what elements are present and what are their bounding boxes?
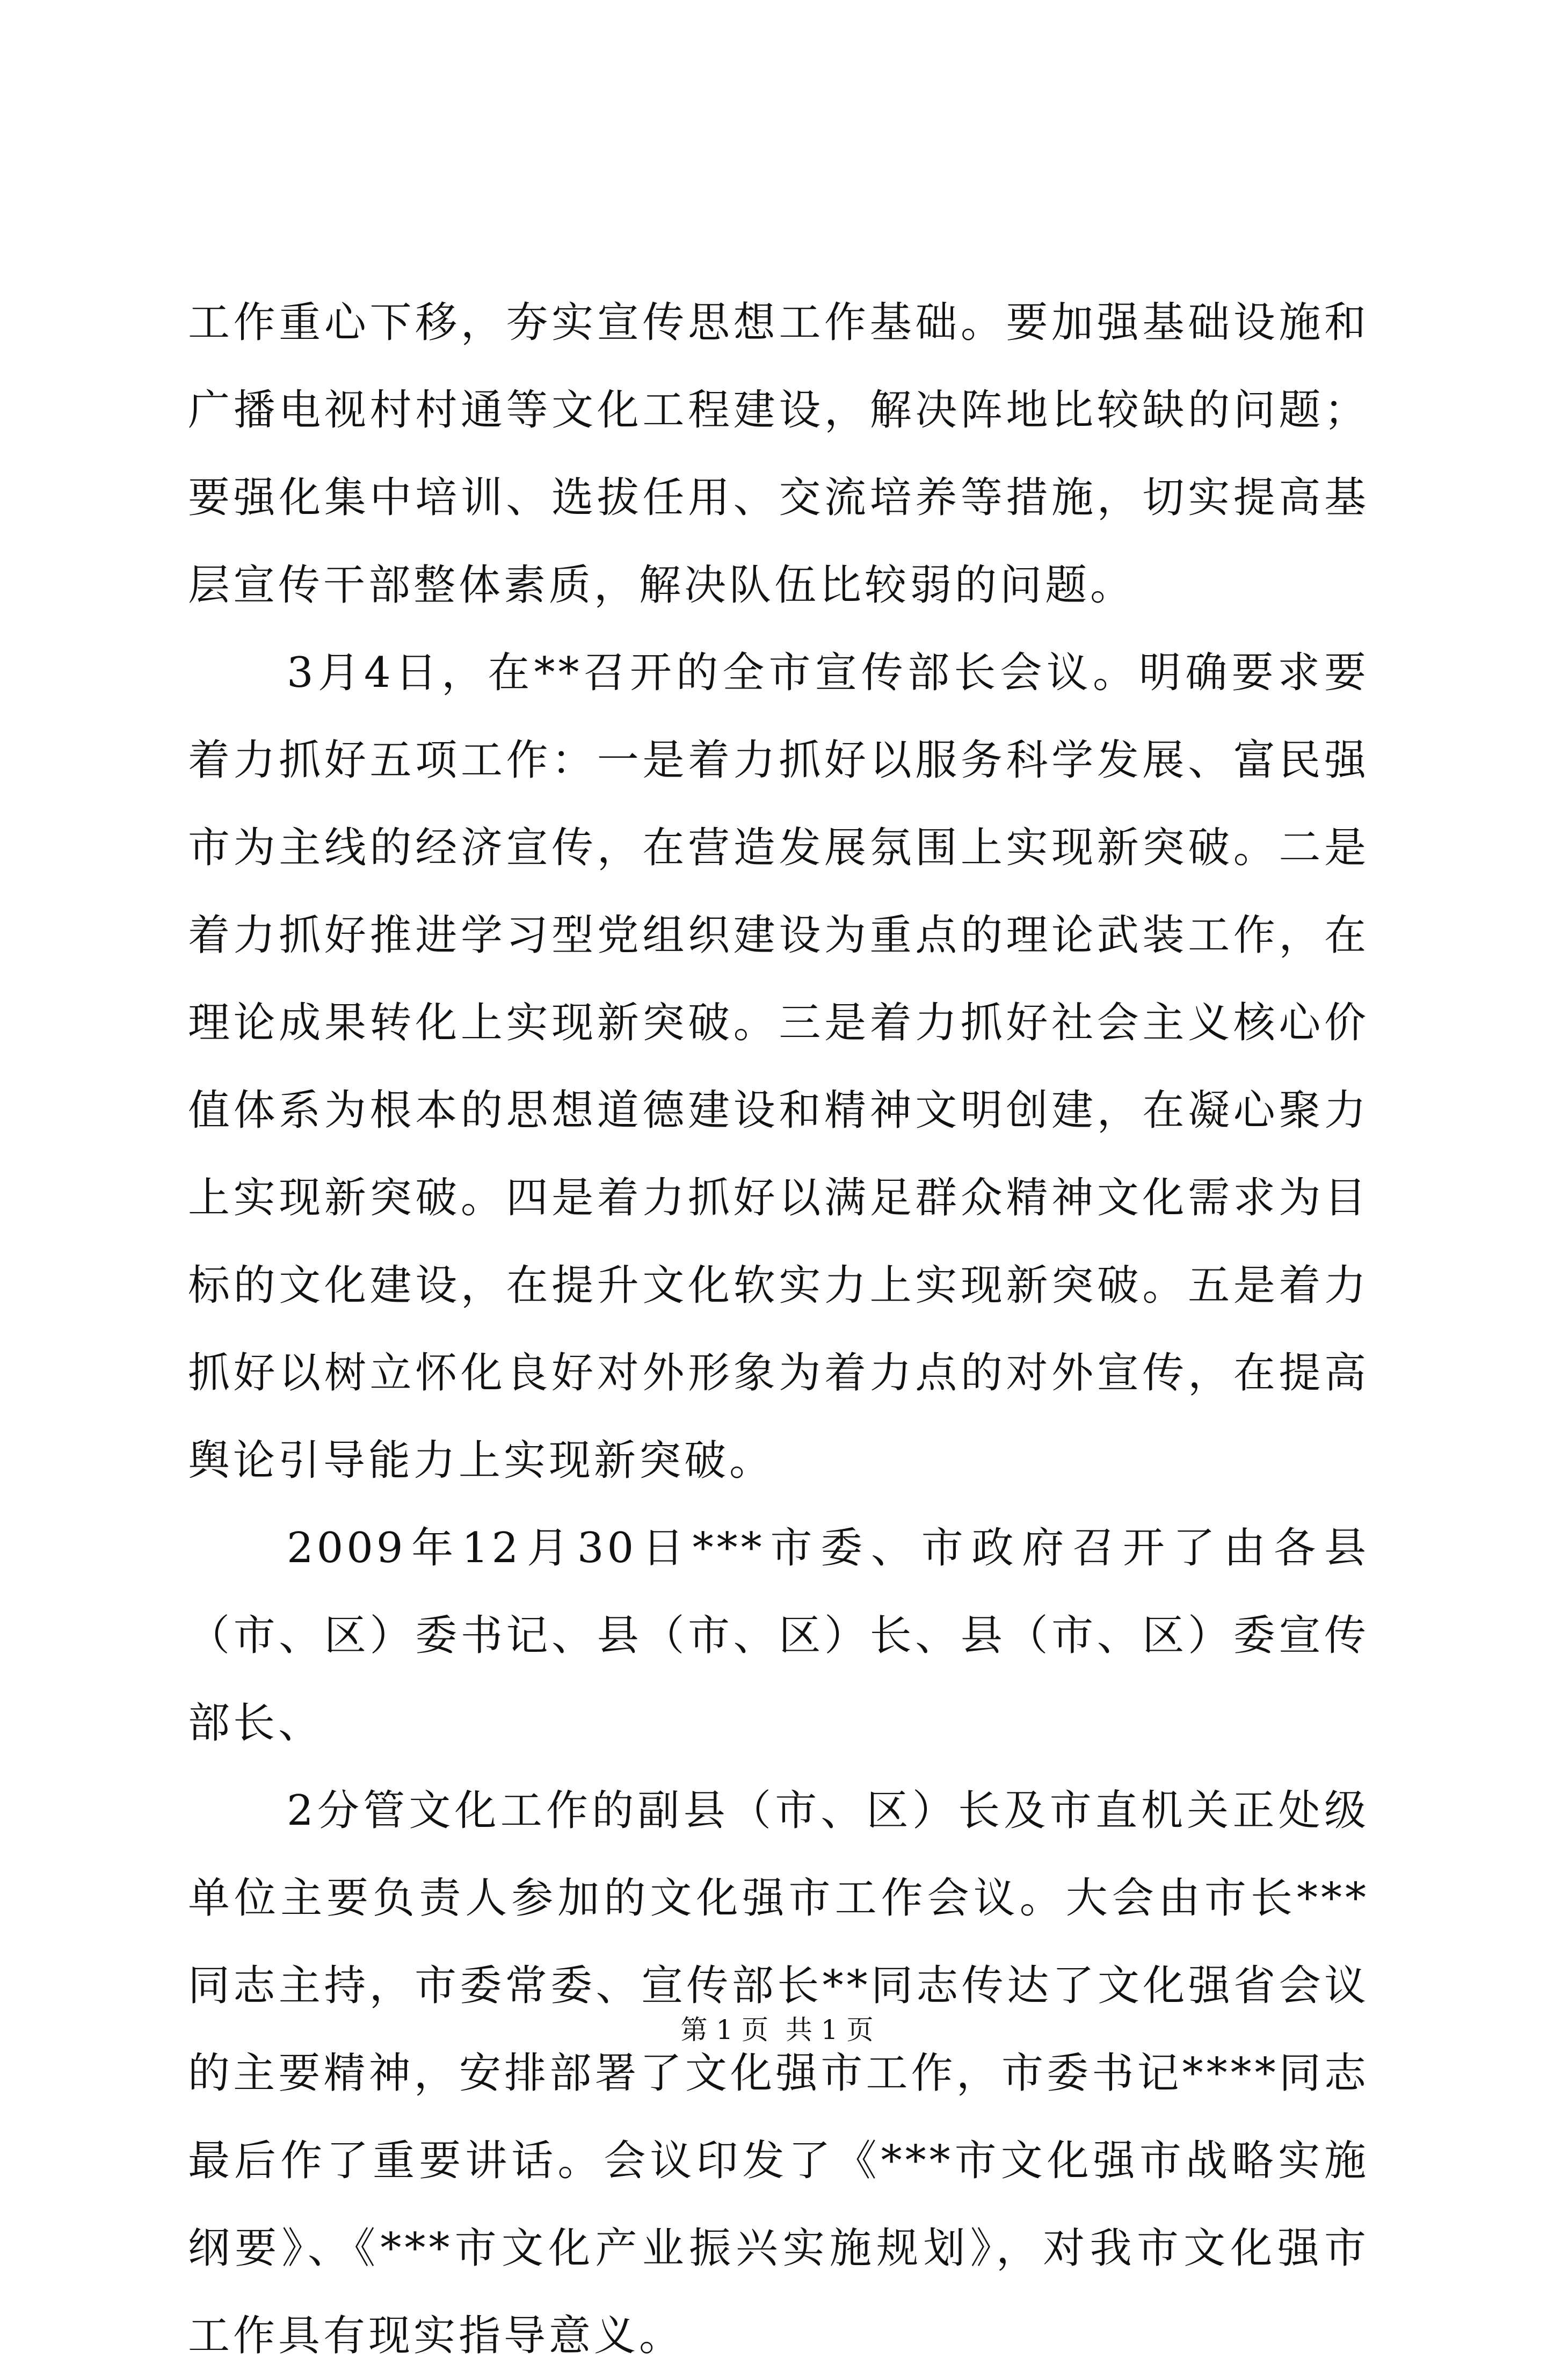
paragraph-continuation: 工作重心下移，夯实宣传思想工作基础。要加强基础设施和广播电视村村通等文化工程建设，解决阵地比较缺的问题；要强化集中培训、选拔任用、交流培养等措施，切实提高基层宣传干部整体素质，解决队伍比较弱的问题。 bbox=[188, 299, 1369, 609]
paragraph-culture-meeting-details: 2分管文化工作的副县（市、区）长及市直机关正处级单位主要负责人参加的文化强市工作会议。大会由市长***同志主持，市委常委、宣传部长**同志传达了文化强省会议的主要精神，安排部署了文化强市工作，市委书记****同志最后作了重要讲话。会议印发了《***市文化强市战略实施纲要》、《***市文化产业振兴实施规划》，对我市文化强市工作具有现实指导意义。 bbox=[188, 1787, 1369, 2360]
document-body bbox=[188, 279, 1369, 2380]
paragraph-propaganda-meeting: 3月4日，在**召开的全市宣传部长会议。明确要求要着力抓好五项工作：一是着力抓好以服务科学发展、富民强市为主线的经济宣传，在营造发展氛围上实现新突破。二是着力抓好推进学习型党组织建设为重点的理论武装工作，在理论成果转化上实现新突破。三是着力抓好社会主义核心价值体系为根本的思想道德建设和精神文明创建，在凝心聚力上实现新突破。四是着力抓好以满足群众精神文化需求为目标的文化建设，在提升文化软实力上实现新突破。五是着力抓好以树立怀化良好对外形象为着力点的对外宣传，在提高舆论引导能力上实现新突破。 bbox=[188, 649, 1369, 1485]
paragraph-culture-meeting-intro: 2009年12月30日***市委、市政府召开了由各县（市、区）委书记、县（市、区）长、县（市、区）委宣传部长、 bbox=[188, 1524, 1369, 1747]
page-footer: 第 1 页 共 1 页 bbox=[680, 2014, 874, 2045]
